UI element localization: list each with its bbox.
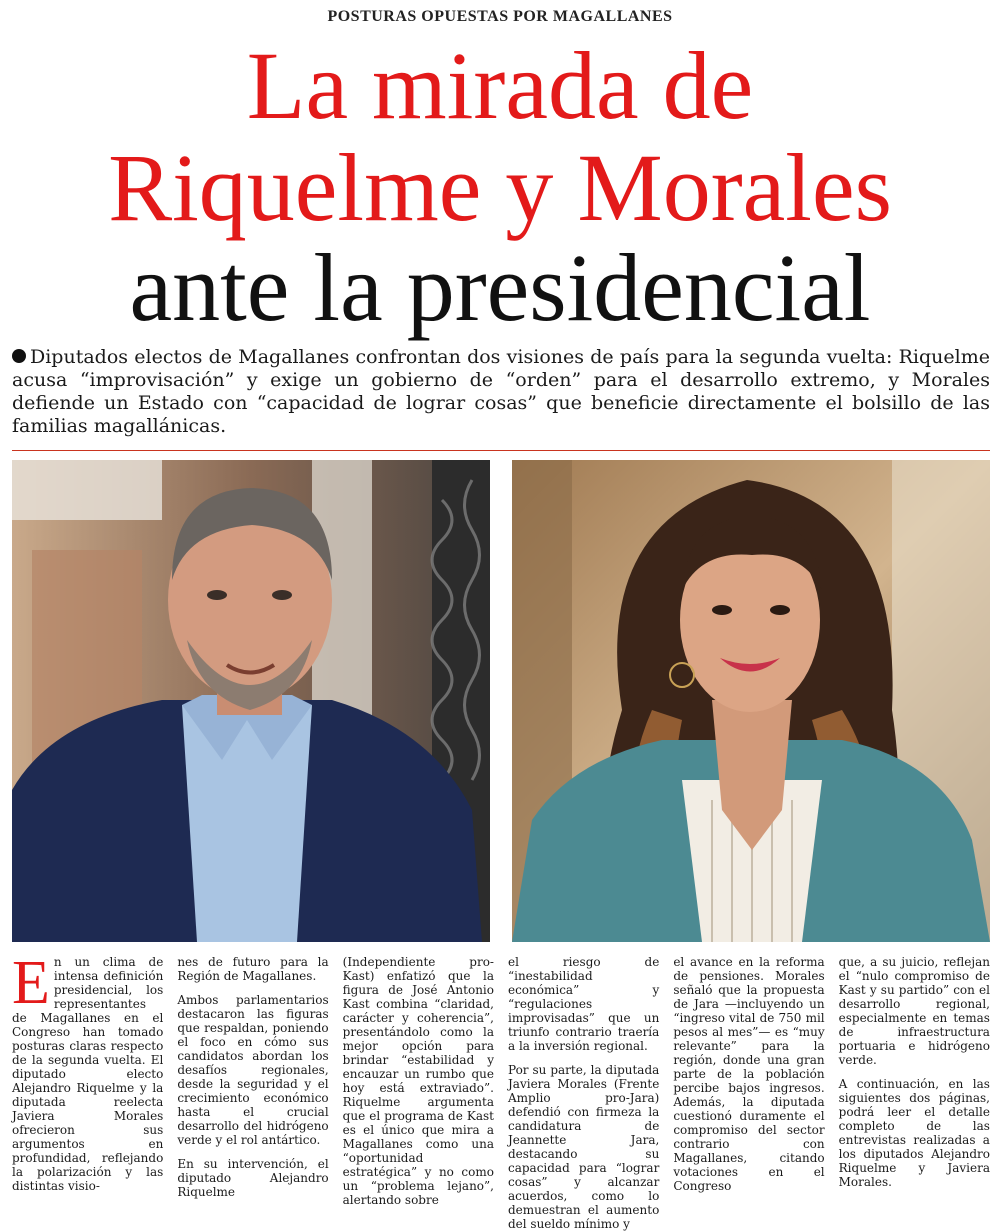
divider bbox=[12, 450, 990, 451]
lead-paragraph bbox=[12, 346, 990, 438]
col6-paragraph-1: que, a su juicio, reflejan el “nulo compromiso de Kast y su partido” con el desarrollo regional, especialmente en temas de infraestructura portuaria e hidrógeno verde. bbox=[838, 955, 990, 1067]
column-4 bbox=[507, 955, 660, 1231]
column-1 bbox=[12, 949, 164, 1193]
headline-line-2: Riquelme y Morales bbox=[108, 134, 892, 241]
drop-cap: E bbox=[12, 949, 50, 1017]
column-5 bbox=[673, 955, 825, 1193]
column-3 bbox=[342, 955, 494, 1207]
col1-paragraph-1: n un clima de intensa definición presidencial, los representantes de Magallanes en el Congreso han tomado posturas claras respecto de la segunda vuelta. El diputado electo Alejandro Riquelme y la diputada reelecta Javiera Morales ofrecieron sus argumentos en profundidad, reflejando la polarización y las distintas visio- bbox=[12, 955, 164, 1193]
col4-paragraph-2: Por su parte, la diputada Javiera Morales (Frente Amplio pro-Jara) defendió con firmeza la candidatura de Jeannette Jara, destacando su capacidad para “lograr cosas” y alcanzar acuerdos, como lo demuestran el aumento del sueldo mínimo y bbox=[507, 1063, 660, 1231]
headline-line-1: La mirada de bbox=[246, 32, 754, 139]
col2-paragraph-3: En su intervención, el diputado Alejandro Riquelme bbox=[177, 1157, 329, 1199]
col6-paragraph-2: A continuación, en las siguientes dos páginas, podrá leer el detalle completo de las entrevistas realizadas a los diputados Alejandro Riquelme y Javiera Morales. bbox=[838, 1077, 990, 1189]
bullet-icon bbox=[12, 349, 26, 363]
column-6 bbox=[838, 955, 990, 1189]
col4-paragraph-1: el riesgo de “inestabilidad económica” y “regulaciones improvisadas” que un triunfo contrario traería a la inversión regional. bbox=[507, 955, 660, 1053]
article-body bbox=[12, 949, 990, 1231]
col5-paragraph-1: el avance en la reforma de pensiones. Morales señaló que la propuesta de Jara —incluyendo un “ingreso vital de 750 mil pesos al mes”— es “muy relevante” para la región, donde una gran parte de la población percibe bajos ingresos. Además, la diputada cuestionó duramente el compromiso del sector contrario con Magallanes, citando votaciones en el Congreso bbox=[673, 955, 825, 1193]
photo-riquelme bbox=[12, 460, 490, 942]
photo-morales bbox=[512, 460, 990, 942]
headline-line-3: ante la presidencial bbox=[129, 234, 871, 341]
col2-paragraph-2: Ambos parlamentarios destacaron las figuras que respaldan, poniendo el foco en cómo sus candidatos abordan los desafíos regionales, desde la seguridad y el crecimiento económico hasta el crucial desarrollo del hidrógeno verde y el rol antártico. bbox=[177, 993, 329, 1147]
kicker: POSTURAS OPUESTAS POR MAGALLANES bbox=[327, 8, 673, 25]
col2-paragraph-1: nes de futuro para la Región de Magallanes. bbox=[177, 955, 329, 983]
lead-text: Diputados electos de Magallanes confrontan dos visiones de país para la segunda vuelta: Riquelme acusa “improvisación” y exige un gobierno de “orden” para el desarrollo extremo, y Morales defiende un Estado con “capacidad de lograr cosas” que beneficie directamente el bolsillo de las familias magallánicas. bbox=[12, 346, 990, 437]
column-2 bbox=[177, 955, 329, 1199]
col3-paragraph-1: (Independiente pro-Kast) enfatizó que la figura de José Antonio Kast combina “claridad, carácter y coherencia”, presentándolo como la mejor opción para brindar “estabilidad y encauzar un rumbo que hoy está extraviado”. Riquelme argumenta que el programa de Kast es el único que mira a Magallanes como una “oportunidad estratégica” y no como un “problema lejano”, alertando sobre bbox=[342, 955, 494, 1207]
